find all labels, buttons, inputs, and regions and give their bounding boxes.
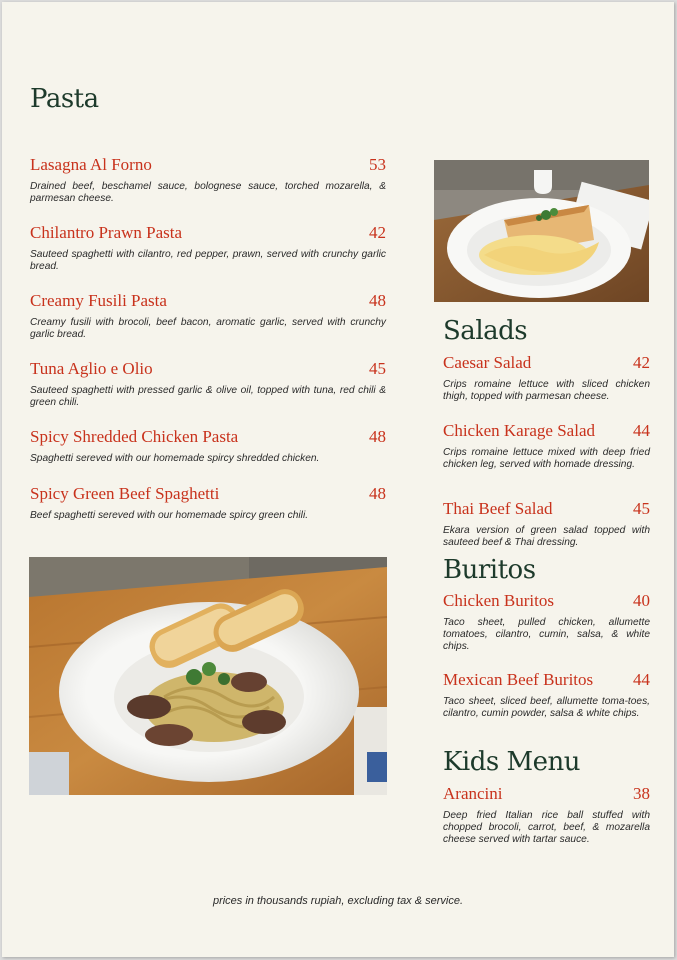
spaghetti-photo-illustration — [29, 557, 387, 795]
menu-item — [443, 499, 650, 549]
menu-item — [30, 427, 386, 465]
item-price: 42 — [369, 223, 386, 242]
item-description: Creamy fusili with brocoli, beef bacon, aromatic garlic, served with crunchy garlic bread. — [30, 317, 386, 340]
section-title-salads: Salads — [443, 316, 528, 346]
item-description: Ekara version of green salad topped with sauteed beef & Thai dressing. — [443, 525, 650, 548]
item-name: Mexican Beef Buritos — [443, 670, 594, 689]
item-price: 53 — [369, 155, 386, 174]
item-price: 38 — [633, 784, 650, 803]
item-description: Sauteed spaghetti with pressed garlic & olive oil, topped with tuna, red chili & green chili. — [30, 385, 386, 408]
menu-item — [443, 591, 650, 653]
item-name: Thai Beef Salad — [443, 499, 553, 518]
menu-item — [30, 291, 386, 341]
item-name: Lasagna Al Forno — [30, 155, 152, 174]
item-description: Spaghetti sereved with our homemade spircy shredded chicken. — [30, 453, 320, 464]
menu-page — [2, 2, 674, 957]
item-price: 40 — [633, 591, 650, 610]
item-name: Tuna Aglio e Olio — [30, 359, 153, 378]
item-description: Sauteed spaghetti with cilantro, red pepper, prawn, served with crunchy garlic bread. — [30, 249, 386, 272]
item-description: Taco sheet, pulled chicken, allumette tomatoes, cilantro, cumin, salsa, & white chips. — [443, 617, 650, 652]
price-note: prices in thousands rupiah, excluding tax & service. — [212, 895, 464, 907]
menu-item — [443, 670, 650, 720]
item-description: Crips romaine lettuce with sliced chicken thigh, topped with parmesan cheese. — [443, 379, 650, 402]
item-name: Chicken Karage Salad — [443, 421, 595, 440]
section-title-buritos: Buritos — [443, 555, 536, 585]
item-name: Arancini — [443, 784, 503, 803]
item-description: Taco sheet, sliced beef, allumette toma-toes, cilantro, cumin powder, salsa & white chips. — [443, 696, 650, 719]
menu-item — [443, 784, 650, 846]
item-price: 45 — [633, 499, 650, 518]
item-price: 42 — [633, 353, 650, 372]
item-description: Deep fried Italian rice ball stuffed with chopped brocoli, carrot, beef, & mozarella cheese served with tartar sauce. — [443, 810, 650, 845]
item-price: 48 — [369, 484, 386, 503]
menu-item — [30, 223, 386, 273]
section-title-kids-menu: Kids Menu — [443, 747, 580, 777]
menu-item — [443, 353, 650, 403]
item-name: Spicy Shredded Chicken Pasta — [30, 427, 239, 446]
item-description: Drained beef, beschamel sauce, bolognese sauce, torched mozarella, & parmesan cheese. — [30, 181, 386, 204]
item-price: 48 — [369, 427, 386, 446]
item-price: 48 — [369, 291, 386, 310]
item-description: Crips romaine lettuce mixed with deep fried chicken leg, served with homade dressing. — [443, 447, 650, 470]
section-title-pasta: Pasta — [30, 84, 99, 114]
menu-item — [30, 484, 386, 522]
menu-item — [443, 421, 650, 471]
item-name: Spicy Green Beef Spaghetti — [30, 484, 220, 503]
lasagna-photo-illustration — [434, 160, 649, 302]
menu-item — [30, 155, 386, 205]
item-name: Chilantro Prawn Pasta — [30, 223, 183, 242]
spaghetti-photo — [29, 557, 387, 795]
item-name: Chicken Buritos — [443, 591, 554, 610]
lasagna-photo — [434, 160, 649, 302]
item-price: 44 — [633, 421, 650, 440]
item-price: 45 — [369, 359, 386, 378]
item-price: 44 — [633, 670, 650, 689]
item-description: Beef spaghetti sereved with our homemade spircy green chili. — [30, 510, 309, 521]
menu-item — [30, 359, 386, 409]
item-name: Creamy Fusili Pasta — [30, 291, 167, 310]
item-name: Caesar Salad — [443, 353, 532, 372]
